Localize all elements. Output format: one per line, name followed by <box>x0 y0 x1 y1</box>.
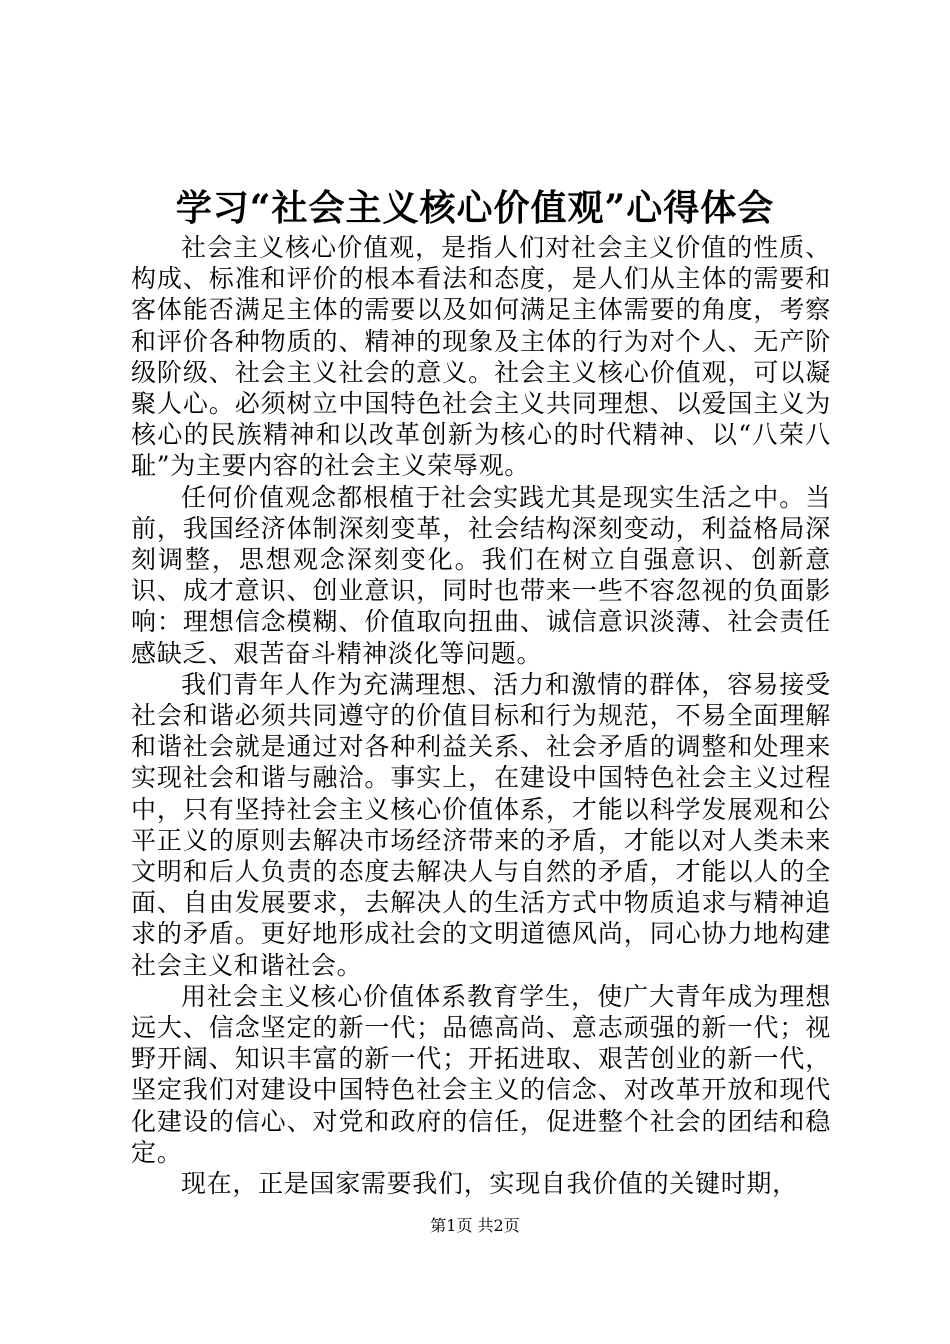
paragraph-2: 任何价值观念都根植于社会实践尤其是现实生活之中。当前，我国经济体制深刻变革，社会结构深刻变动，利益格局深刻调整，思想观念深刻变化。我们在树立自强意识、创新意识、成才意识、创业意识，同时也带来一些不容忽视的负面影响：理想信念模糊、价值取向扭曲、诚信意识淡薄、社会责任感缺乏、艰苦奋斗精神淡化等问题。 <box>131 482 831 668</box>
paragraph-4: 用社会主义核心价值体系教育学生，使广大青年成为理想远大、信念坚定的新一代；品德高尚、意志顽强的新一代；视野开阔、知识丰富的新一代；开拓进取、艰苦创业的新一代，坚定我们对建设中国特色社会主义的信念、对改革开放和现代化建设的信心、对党和政府的信任，促进整个社会的团结和稳定。 <box>131 981 831 1167</box>
paragraph-1: 社会主义核心价值观，是指人们对社会主义价值的性质、构成、标准和评价的根本看法和态度，是人们从主体的需要和客体能否满足主体的需要以及如何满足主体需要的角度，考察和评价各种物质的、精神的现象及主体的行为对个人、无产阶级阶级、社会主义社会的意义。社会主义核心价值观，可以凝聚人心。必须树立中国特色社会主义共同理想、以爱国主义为核心的民族精神和以改革创新为核心的时代精神、以“八荣八耻”为主要内容的社会主义荣辱观。 <box>131 233 831 481</box>
document-title: 学习“社会主义核心价值观”心得体会 <box>175 187 775 229</box>
paragraph-3: 我们青年人作为充满理想、活力和激情的群体，容易接受社会和谐必须共同遵守的价值目标和行为规范，不易全面理解和谐社会就是通过对各种利益关系、社会矛盾的调整和处理来实现社会和谐与融洽。事实上，在建设中国特色社会主义过程中，只有坚持社会主义核心价值体系，才能以科学发展观和公平正义的原则去解决市场经济带来的矛盾，才能以对人类未来文明和后人负责的态度去解决人与自然的矛盾，才能以人的全面、自由发展要求，去解决人的生活方式中物质追求与精神追求的矛盾。更好地形成社会的文明道德风尚，同心协力地构建社会主义和谐社会。 <box>131 669 831 980</box>
document-body <box>131 232 831 1199</box>
page-footer: 第1页 共2页 <box>430 1216 520 1235</box>
paragraph-5: 现在，正是国家需要我们，实现自我价值的关键时期， <box>181 1169 798 1199</box>
